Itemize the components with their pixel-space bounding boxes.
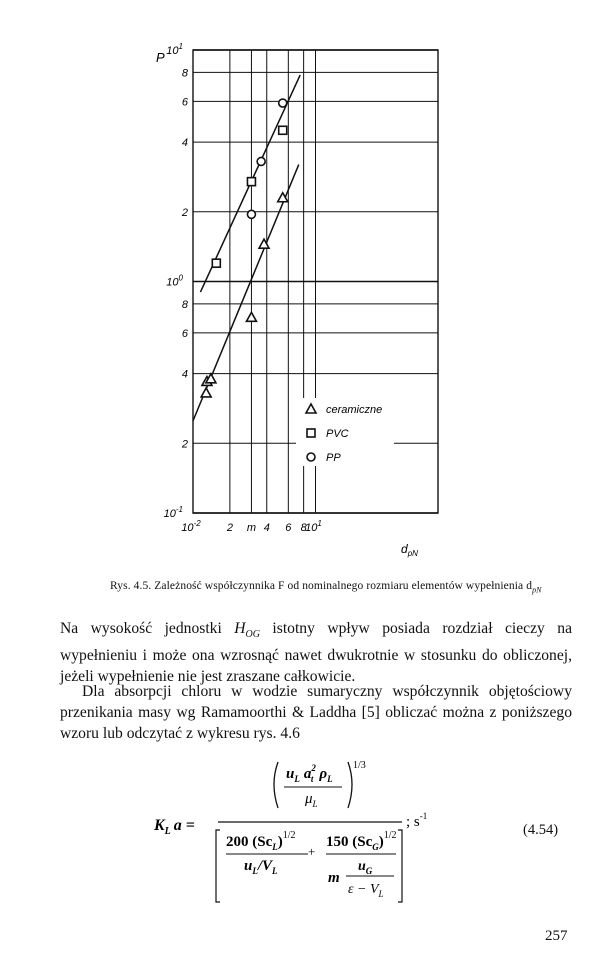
y-tick-label-3: 4 (181, 137, 188, 150)
legend-label-0: ceramiczne (326, 404, 383, 416)
equation-number: (4.54) (523, 822, 559, 838)
svg-text:uL/VL (244, 858, 278, 876)
eq-nt3: ρ (319, 766, 328, 782)
chart-legend (296, 398, 394, 466)
eq-nt2-sub: t (310, 774, 314, 784)
y-tick-label-4: 2 (181, 206, 188, 219)
y-tick-label-0: $10^1$ (166, 42, 183, 57)
eq-units: ; s (406, 814, 420, 830)
caption-subscript: pN (532, 585, 542, 595)
eq-lhs-sub: L (164, 826, 171, 837)
x-tick-label-6: $10^1$ (305, 519, 322, 534)
y-tick-label-5: $10^0$ (166, 273, 183, 289)
page-number: 257 (545, 928, 568, 944)
eq-lhs: K (154, 817, 165, 834)
p1-before: Na wysokość jednostki (60, 620, 235, 637)
point-PVC-1 (247, 178, 255, 186)
svg-text:; s-1 (406, 811, 427, 830)
x-tick-labels (181, 519, 322, 534)
x-axis-label-sub: pN (407, 549, 418, 558)
legend-marker-PVC (307, 429, 315, 437)
point-ceramiczne-3 (246, 312, 256, 321)
legend-label-1: PVC (326, 428, 349, 440)
svg-text:200 (ScL)1/2 (226, 830, 296, 852)
x-tick-label-1: 2 (226, 522, 233, 534)
point-ceramiczne-0 (201, 388, 211, 397)
eq-t1-den: u (244, 858, 253, 874)
eq-t2-inner-num-sub: G (365, 866, 373, 876)
p1-symbol: H (234, 620, 246, 637)
eq-t2-num-sub: G (372, 842, 379, 852)
eq-t2-inner-den-sub: L (378, 889, 384, 899)
y-axis-label: P (156, 50, 165, 65)
y-tick-label-10: $10^{-1}$ (163, 505, 183, 520)
point-PVC-2 (279, 126, 287, 134)
eq-nt1-sub: L (294, 774, 300, 784)
equation-4-54 (150, 756, 510, 906)
eq-t2-m: m (328, 870, 340, 886)
p1-symbol-sub: OG (245, 629, 260, 641)
x-tick-label-3: 4 (263, 522, 270, 534)
caption-text: Rys. 4.5. Zależność współczynnika F od nominalnego rozmiaru elementów wypełnienia d (110, 580, 533, 592)
eq-t2-power: 1/2 (383, 830, 397, 841)
figure-caption (110, 580, 542, 594)
eq-t2-inner-den: ε − V (348, 882, 379, 897)
svg-text:150 (ScG)1/2 (326, 830, 397, 852)
eq-t1-num: 200 (Sc (226, 834, 273, 850)
paragraph-2 (60, 681, 572, 744)
eq-nt3-sub: L (327, 774, 333, 784)
eq-nb: μ (305, 791, 313, 807)
y-tick-labels (164, 42, 189, 520)
svg-text:uG (358, 859, 373, 876)
eq-t1-den-sub: L (252, 866, 258, 876)
x-tick-label-2: m (246, 522, 257, 534)
y-tick-label-8: 4 (181, 368, 188, 381)
eq-t1-num-close: ) (277, 834, 283, 850)
y-tick-label-6: 8 (181, 298, 188, 311)
y-tick-label-9: 2 (181, 438, 188, 451)
chart-data-points (201, 99, 288, 397)
point-PP-2 (279, 99, 287, 107)
eq-t2-num-close: ) (378, 834, 384, 850)
svg-text:ε − VL (348, 882, 384, 899)
eq-nb-sub: L (312, 799, 318, 809)
eq-units-sup: -1 (419, 811, 428, 821)
eq-num-power: 1/3 (353, 760, 366, 771)
legend-label-2: PP (326, 452, 341, 464)
y-tick-label-7: 6 (181, 327, 188, 340)
eq-nt1: u (286, 766, 295, 782)
legend-marker-PP (307, 453, 315, 461)
x-tick-label-5: 8 (300, 522, 307, 534)
x-axis-label-d: d (401, 542, 408, 556)
eq-lhs-after: a = (173, 817, 195, 834)
point-PVC-0 (212, 259, 220, 267)
eq-t2-inner-num: u (358, 859, 366, 874)
x-axis-label (401, 542, 418, 558)
eq-t1-den-sub2: L (272, 866, 278, 876)
eq-nt2: a (303, 766, 312, 782)
eq-t1-num-sub: L (272, 842, 278, 852)
point-PP-0 (247, 210, 255, 218)
y-tick-label-2: 6 (181, 96, 188, 109)
p2-text: Dla absorpcji chloru w wodzie sumaryczny współczynnik objętościowy przenikania masy wg Ramamoorthi & Laddha [5] obliczać można z poniższego wzoru lub odczytać z wykresu rys. 4.6 (60, 683, 572, 742)
eq-t1-power: 1/2 (282, 830, 296, 841)
svg-text:uLa2tρL (286, 763, 333, 784)
x-tick-label-4: 6 (285, 522, 292, 534)
eq-nt2-sup: 2 (311, 763, 316, 773)
x-tick-label-0: $10^{-2}$ (181, 519, 201, 534)
svg-text:μL (304, 791, 318, 809)
eq-t1-den-mid: /V (257, 858, 273, 874)
eq-t2-num: 150 (Sc (326, 834, 373, 850)
y-tick-label-1: 8 (181, 67, 188, 80)
point-PP-1 (257, 157, 265, 165)
svg-text:KLa = (153, 817, 195, 837)
p1-after: istotny wpływ posiada rozdział cieczy na wypełnieniu i może ona wzrosnąć nawet dwukrotnie w stosunku do obliczonej, jeżeli wypełnienie nie jest zraszane całkowicie. (60, 620, 573, 686)
eq-plus: + (308, 844, 316, 859)
paragraph-1 (60, 618, 572, 687)
